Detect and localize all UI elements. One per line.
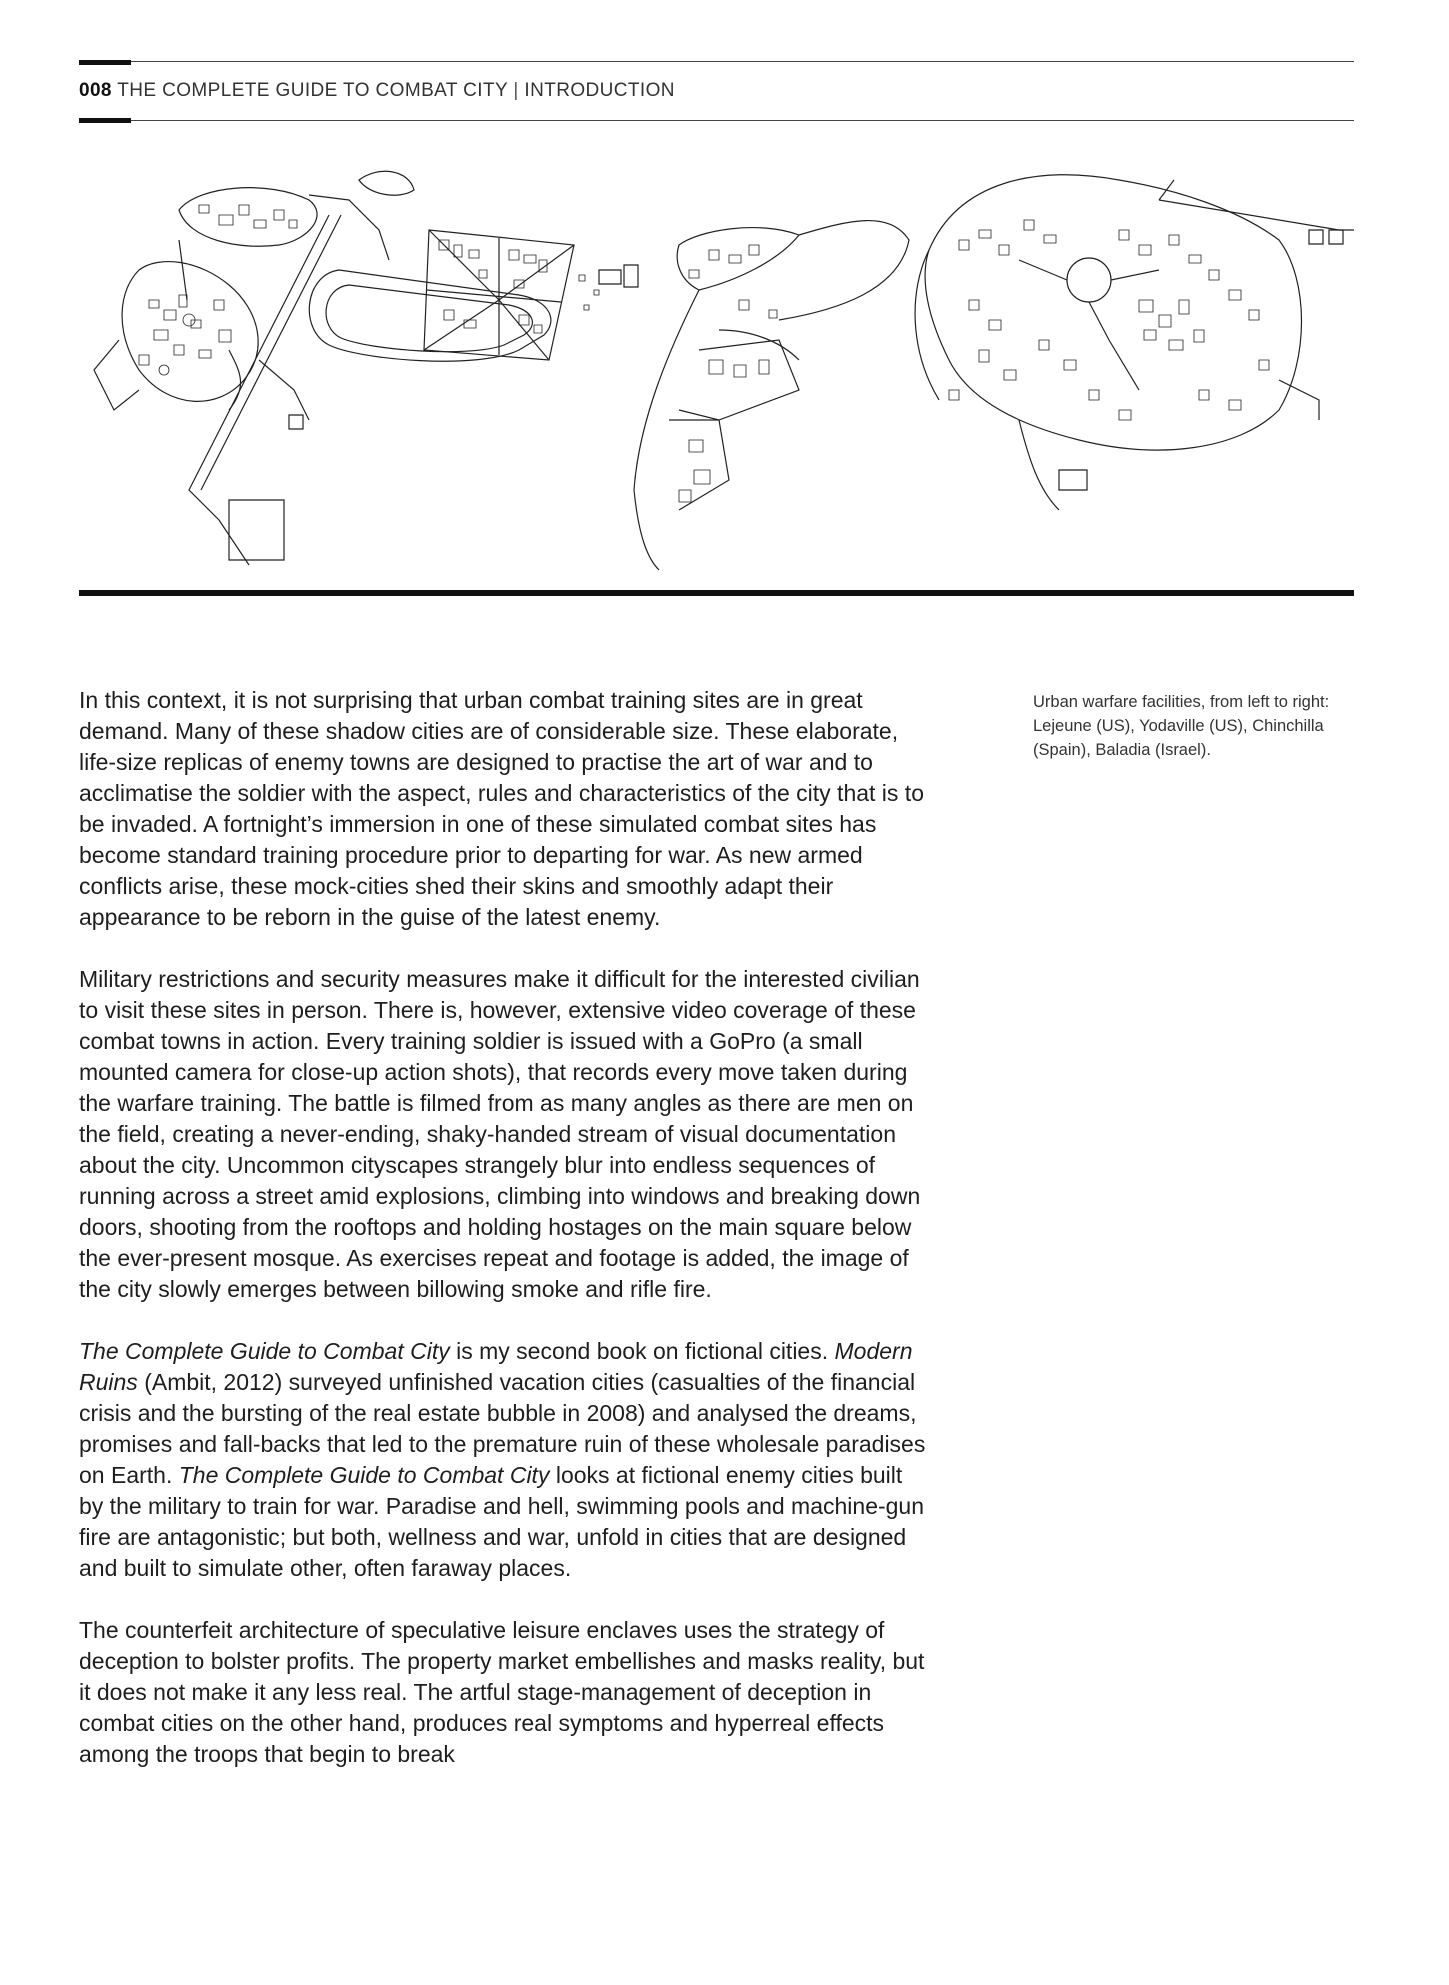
paragraph-2: Military restrictions and security measures make it difficult for the interested civilian to visit these sites in person. There is, however, extensive video coverage of these combat towns in action. Every training soldier is issued with a GoPro (a small mounted camera for close-up action shots), that records every move taken during the warfare training. The battle is filmed from as many angles as there are men on the field, creating a never-ending, shaky-handed stream of visual documentation about the city. Uncommon cityscapes strangely blur into endless sequences of running across a street amid explosions, climbing into windows and breaking down doors, shooting from the rooftops and holding hostages on the main square below the ever-present mosque. As exercises repeat and footage is added, the image of the city slowly emerges between billowing smoke and rifle fire.: [79, 966, 921, 1302]
map-chinchilla: [599, 221, 909, 570]
header-bottom-rule: [79, 120, 1354, 121]
figure-bottom-rule: [79, 590, 1354, 596]
running-header: [79, 80, 675, 102]
book-title-italic: Modern Ruins: [79, 1338, 913, 1395]
book-title-italic: The Complete Guide to Combat City: [79, 1338, 450, 1364]
body-text: [79, 685, 929, 1801]
site-plans-figure: [79, 160, 1354, 580]
section-name: INTRODUCTION: [524, 80, 675, 101]
paragraph-3-text-3: looks at fictional enemy cities built by the military to train for war. Paradise and hell, swimming pools and machine-gun fire are antagonistic; but both, wellness and war, unfold in cities that are designed and built to simulate other, often faraway places.: [79, 1462, 925, 1581]
page-number: 008: [79, 80, 112, 101]
paragraph-4: The counterfeit architecture of speculative leisure enclaves uses the strategy of deception to bolster profits. The property market embellishes and masks reality, but it does not make it any less real. The artful stage-management of deception in combat cities on the other hand, produces real symptoms and hyperreal effects among the troops that begin to break: [79, 1617, 925, 1767]
header-top-accent: [79, 60, 131, 65]
figure-caption: Urban warfare facilities, from left to right: Lejeune (US), Yodaville (US), Chinchilla (Spain), Baladia (Israel).: [1033, 693, 1330, 759]
header-bottom-accent: [79, 118, 131, 123]
paragraph-3-text-1: is my second book on fictional cities.: [449, 1338, 835, 1364]
paragraph-3: [79, 1336, 929, 1584]
site-plan-illustration: [79, 160, 1354, 580]
header-separator: |: [513, 80, 519, 101]
book-title-italic: The Complete Guide to Combat City: [178, 1462, 550, 1488]
paragraph-1: In this context, it is not surprising that urban combat training sites are in great demand. Many of these shadow cities are of considerable size. These elaborate, life-size replicas of enemy towns are designed to practise the art of war and to acclimatise the soldier with the aspect, rules and characteristics of the city that is to be invaded. A fortnight’s immersion in one of these simulated combat sites has become standard training procedure prior to departing for war. As new armed conflicts arise, these mock-cities shed their skins and smoothly adapt their appearance to be reborn in the guise of the latest enemy.: [79, 687, 924, 930]
paragraph-3-text-2: (Ambit, 2012) surveyed unfinished vacation cities (casualties of the financial crisis and the bursting of the real estate bubble in 2008) and analysed the dreams, promises and fall-backs that led to the premature ruin of these wholesale paradises on Earth.: [79, 1369, 926, 1488]
book-title: THE COMPLETE GUIDE TO COMBAT CITY: [117, 80, 508, 101]
map-yodaville: [309, 230, 599, 361]
map-lejeune: [94, 171, 414, 565]
header-top-rule: [79, 61, 1354, 62]
map-baladia: [915, 175, 1354, 510]
